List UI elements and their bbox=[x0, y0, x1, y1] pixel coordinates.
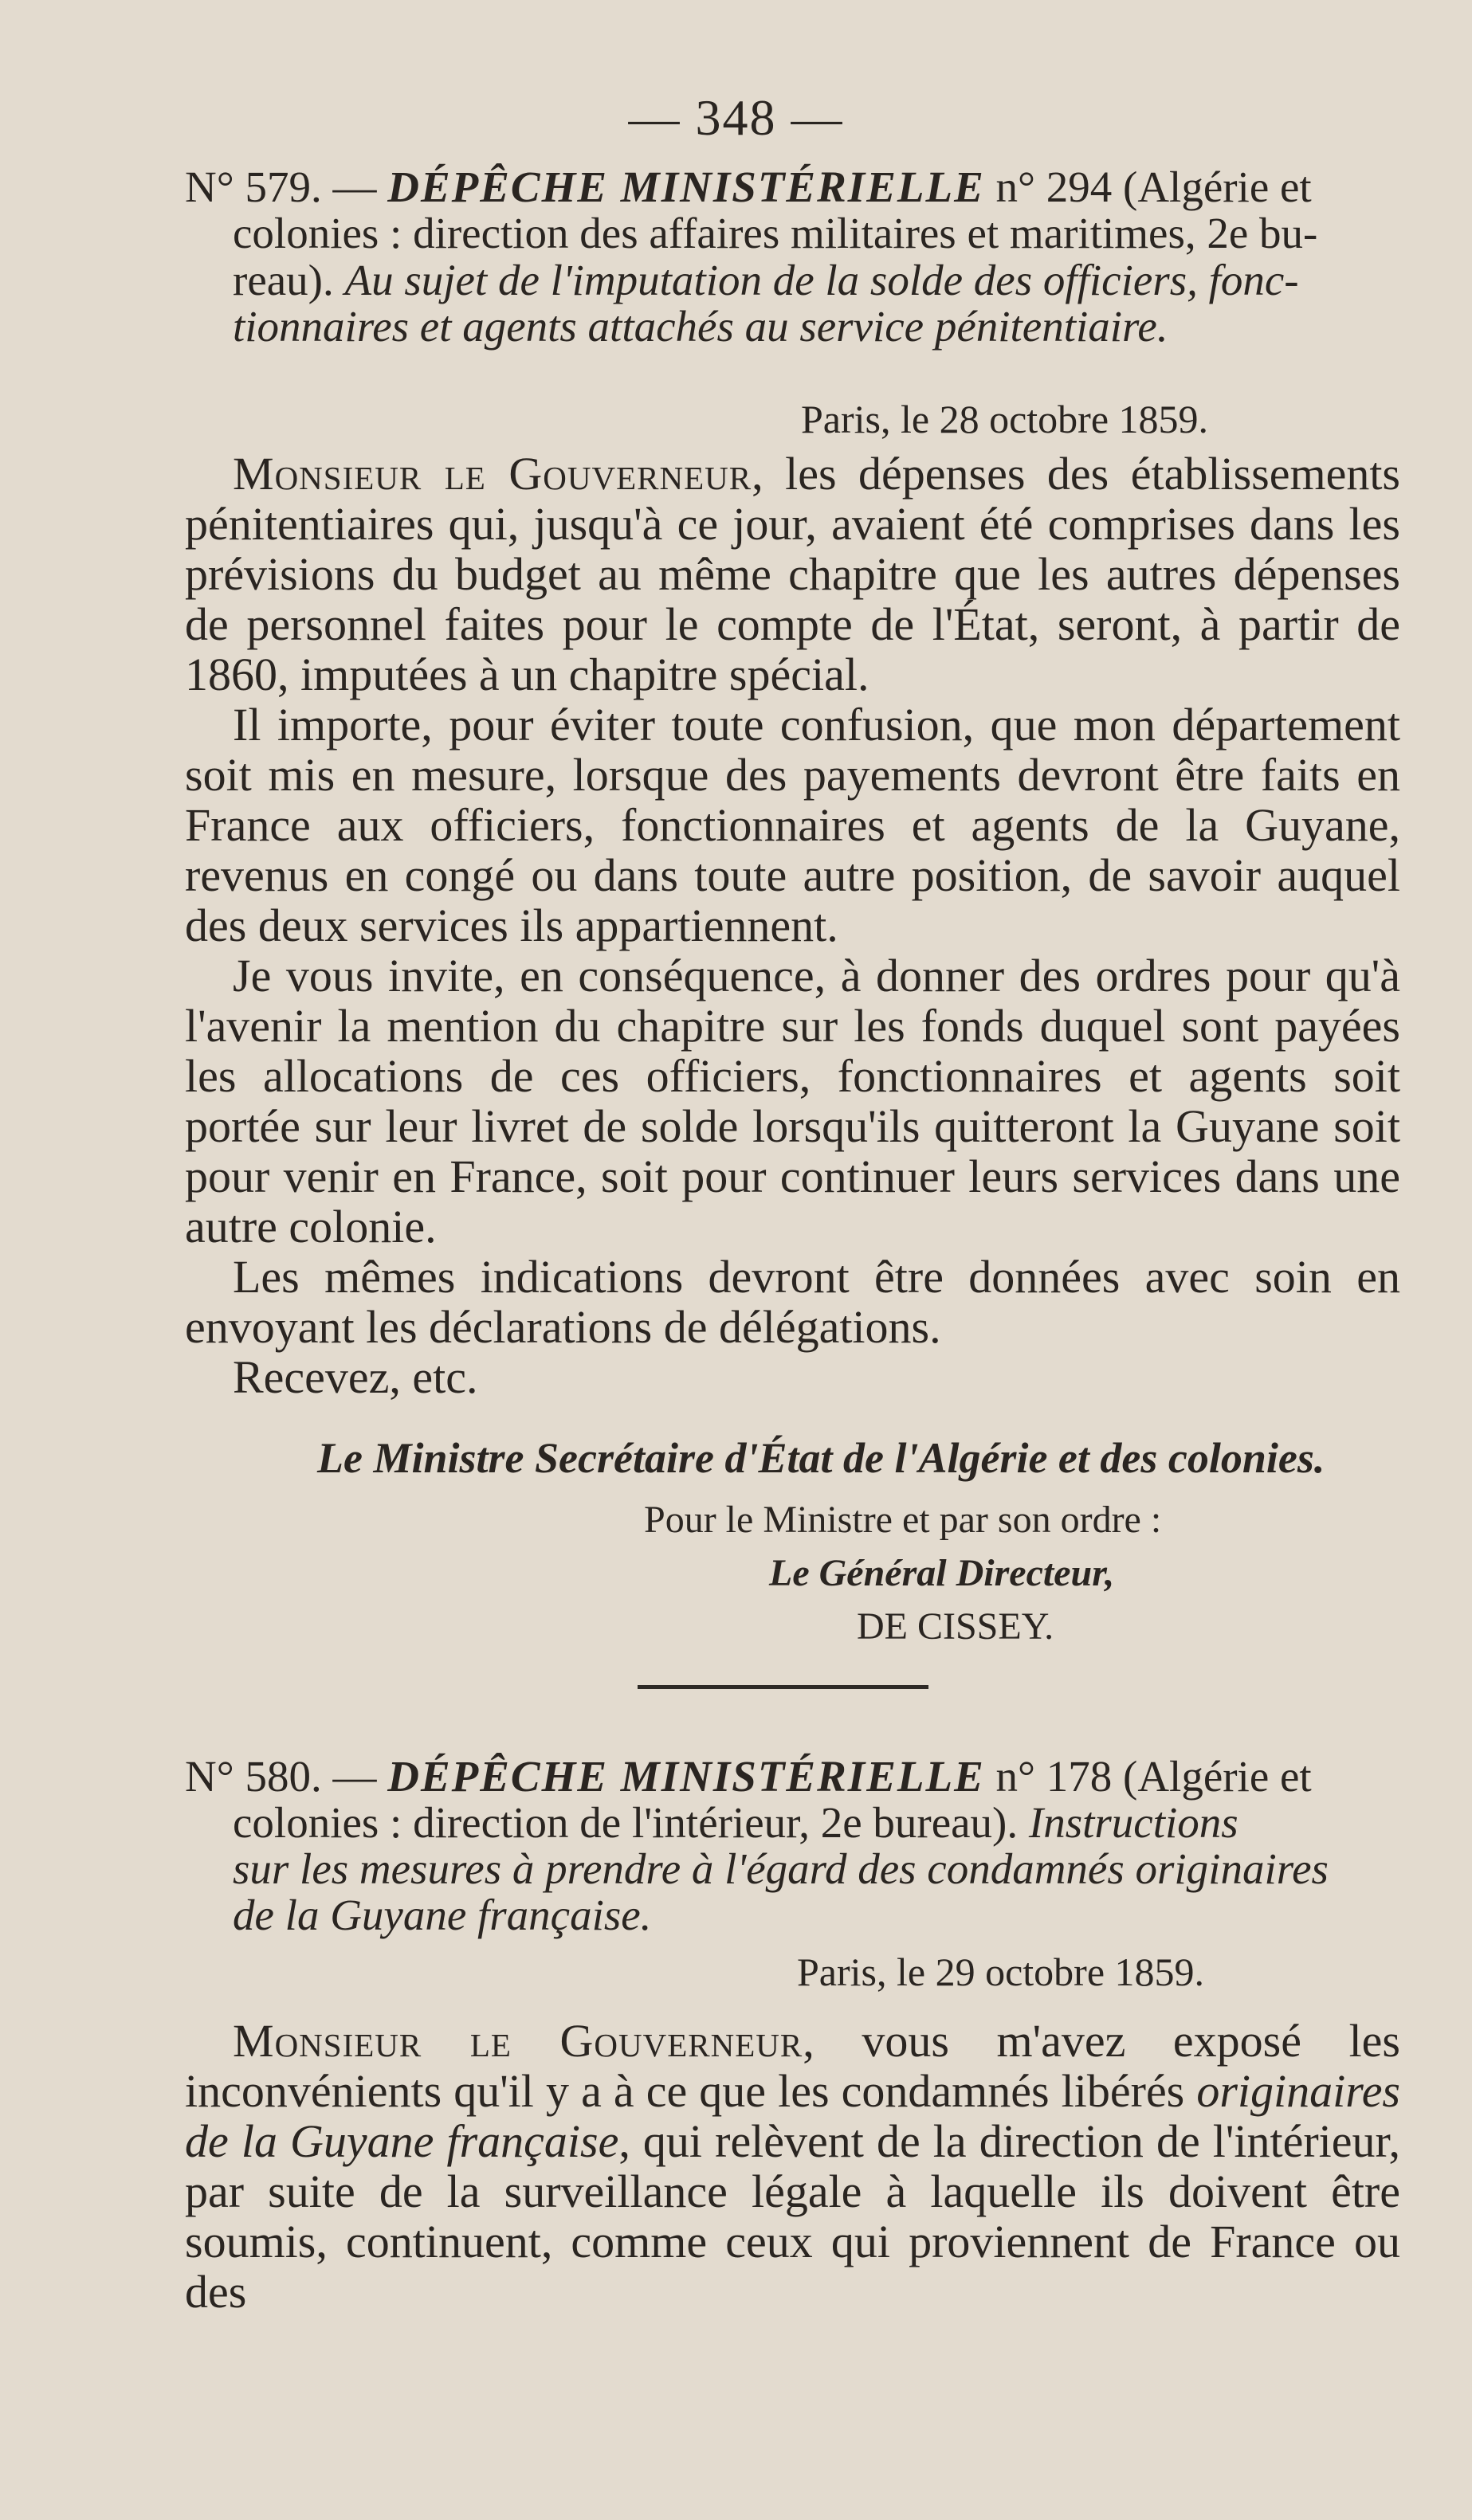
dispatch-579-header-line-3 bbox=[233, 257, 1400, 304]
dispatch-580-paragraph-1 bbox=[185, 2016, 1400, 2317]
dispatch-579-header-line-1 bbox=[185, 163, 1400, 211]
dispatch-579-subject-start: Au sujet de l'imputation de la solde des officiers, fonc- bbox=[344, 256, 1299, 304]
dispatch-579-paragraph-5: Recevez, etc. bbox=[233, 1351, 478, 1403]
dispatch-580-bureau: colonies : direction de l'intérieur, 2e bureau). bbox=[233, 1798, 1019, 1847]
dispatch-579-place-date: Paris, le 28 octobre 1859. bbox=[801, 397, 1209, 441]
dispatch-580-subject-start: Instructions bbox=[1028, 1798, 1238, 1847]
dispatch-580-body bbox=[185, 2016, 1400, 2317]
dispatch-580-header-line-1 bbox=[185, 1753, 1400, 1801]
dispatch-579-bureau: reau). bbox=[233, 256, 334, 304]
dispatch-580-paragraph-1-part-1: , vous m'avez exposé les inconvénients qu'il y a à ce que les condamnés libérés bbox=[185, 2015, 1400, 2117]
dispatch-579-signature-title: Le Général Directeur, bbox=[769, 1552, 1115, 1594]
dispatch-579-salutation: Monsieur le Gouverneur bbox=[233, 448, 752, 500]
dispatch-580-place-date: Paris, le 29 octobre 1859. bbox=[797, 1950, 1205, 1994]
dispatch-580-paragraph-1-italic: originaires de la Guyane française bbox=[185, 2065, 1401, 2167]
dispatch-580-number: N° 580. — bbox=[185, 1752, 377, 1801]
page-number: — 348 — bbox=[628, 89, 844, 146]
dispatch-579-signature-minister: Le Ministre Secrétaire d'État de l'Algérie et des colonies. bbox=[317, 1434, 1325, 1482]
dispatch-580-title: DÉPÊCHE MINISTÉRIELLE bbox=[387, 1752, 985, 1801]
dispatch-579-body bbox=[185, 449, 1400, 1402]
dispatch-580-paragraph-1-part-2: , qui relèvent de la direction de l'intérieur, par suite de la surveillance légale à laquelle ils doivent être soumis, continuent, comme ceux qui proviennent de France ou des bbox=[185, 2115, 1400, 2318]
dispatch-579-paragraph-4: Les mêmes indications devront être données avec soin en envoyant les déclarations de délégations. bbox=[185, 1251, 1400, 1353]
dispatch-580-salutation: Monsieur le Gouverneur bbox=[233, 2015, 803, 2067]
dispatch-579-paragraph-2: Il importe, pour éviter toute confusion, que mon département soit mis en mesure, lorsque des payements devront être faits en France aux officiers, fonctionnaires et agents de la Guyane, revenus en congé ou dans toute autre position, de savoir auquel des deux services ils appartiennent. bbox=[185, 699, 1400, 951]
dispatch-579-paragraph-1-text: , les dépenses des établissements pénitentiaires qui, jusqu'à ce jour, avaient été comprises dans les prévisions du budget au même chapitre que les autres dépenses de personnel faites pour le compte de l'État, seront, à partir de 1860, imputées à un chapitre spécial. bbox=[185, 448, 1401, 700]
dispatch-580-header-line-2 bbox=[233, 1799, 1400, 1847]
dispatch-579-paragraph-3: Je vous invite, en conséquence, à donner des ordres pour qu'à l'avenir la mention du chapitre sur les fonds duquel sont payées les allocations de ces officiers, fonctionnaires et agents soit portée sur leur livret de solde lorsqu'ils quitteront la Guyane soit pour venir en France, soit pour continuer leurs services dans une autre colonie. bbox=[185, 950, 1400, 1252]
dispatch-579-header-line-2: colonies : direction des affaires militaires et maritimes, 2e bu- bbox=[233, 209, 1318, 257]
dispatch-579-subject-end: tionnaires et agents attachés au service pénitentiaire. bbox=[233, 302, 1168, 351]
dispatch-579-paragraph-1 bbox=[185, 449, 1400, 700]
dispatch-580-subject-middle: sur les mesures à prendre à l'égard des condamnés originaires bbox=[233, 1844, 1329, 1893]
dispatch-579-signature-name: DE CISSEY. bbox=[857, 1605, 1054, 1648]
section-divider bbox=[638, 1685, 928, 1689]
dispatch-579-reference: n° 294 (Algérie et bbox=[995, 163, 1312, 211]
dispatch-579-signature-order: Pour le Ministre et par son ordre : bbox=[644, 1499, 1162, 1541]
dispatch-580-subject-end: de la Guyane française. bbox=[233, 1891, 652, 1939]
dispatch-579-number: N° 579. — bbox=[185, 163, 377, 211]
dispatch-579-title: DÉPÊCHE MINISTÉRIELLE bbox=[387, 163, 985, 211]
dispatch-580-reference: n° 178 (Algérie et bbox=[995, 1752, 1312, 1801]
